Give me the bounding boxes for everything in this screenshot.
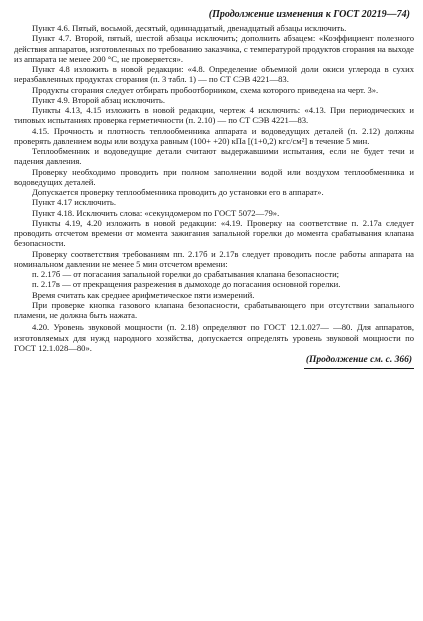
paragraph: Теплообменник и водоведущие детали считают выдержавшими испытания, если не будет течи и падения давления.	[14, 146, 414, 167]
continuation-note: (Продолжение см. с. 366)	[305, 355, 412, 365]
paragraph: Проверку соответствия требованиям пп. 2.17б и 2.17в следует проводить после работы аппарата на номинальном давлении не менее 5 мин отсчетом времени:	[14, 248, 414, 269]
paragraph: Пункты 4.19, 4.20 изложить в новой редакции: «4.19. Проверку на соответствие п. 2.17а следует проводить отсчетом времени от момента зажигания запальной горелки до момента срабатывания клапана безопасности.	[14, 217, 414, 249]
paragraph: 4.15. Прочность и плотность теплообменника аппарата и водоведущих деталей (п. 2.12) должны проверять давлением воды или воздуха равным (100+ +20) кПа [(1+0,2) кгс/см²] в течение 5 мин.	[14, 125, 414, 146]
paragraph: Пункт 4.7. Второй, пятый, шестой абзацы исключить; дополнить абзацем: «Коэффициент полезного действия аппаратов, изготовленных по требованию заказчика, с температурой продуктов сгорания на выходе из аппарата не менее 200 °С, не проверяется».	[14, 33, 414, 64]
paragraph: Пункт 4.6. Пятый, восьмой, десятый, одиннадцатый, двенадцатый абзацы исключить.	[32, 23, 347, 33]
footer-rule	[304, 368, 414, 369]
paragraph: 4.20. Уровень звуковой мощности (п. 2.18) определяют по ГОСТ 12.1.027— —80. Для аппаратов, изготовляемых для нужд народного хозяйства, допускается определять уровень звуковой мощности по ГОСТ 12.1.028—80».	[14, 322, 414, 353]
document-page	[14, 8, 414, 369]
paragraph: п. 2.17в — от прекращения разрежения в дымоходе до погасания основной горелки.	[32, 279, 341, 290]
paragraph: Продукты сгорания следует отбирать пробоотборником, схема которого приведена на черт. 3».	[32, 84, 379, 95]
paragraph: Пункт 4.18. Исключить слова: «секундомером по ГОСТ 5072—79».	[32, 207, 280, 218]
page-header: (Продолжение изменения к ГОСТ 20219—74)	[208, 9, 410, 20]
paragraph: п. 2.17б — от погасания запальной горелки до срабатывания клапана безопасности;	[32, 269, 340, 279]
paragraph: При проверке кнопка газового клапана безопасности, срабатывающего при отсутствии запального пламени, не должна быть нажата.	[14, 299, 414, 320]
paragraph: Время считать как среднее арифметическое пяти измерений.	[32, 289, 255, 300]
paragraph: Проверку необходимо проводить при полном заполнении водой или воздухом теплообменника и водоведущих деталей.	[14, 166, 414, 187]
paragraph: Пункты 4.13, 4.15 изложить в новой редакции, чертеж 4 исключить: «4.13. При периодических и типовых испытаниях проверка герметичности (п. 2.10) — по СТ СЭВ 4221—83.	[14, 105, 414, 126]
paragraph: Пункт 4.17 исключить.	[32, 197, 116, 208]
paragraph: Пункт 4.8 изложить в новой редакции: «4.8. Определение объемной доли окиси углерода в сухих неразбавленных продуктах сгорания (п. 3 табл. 1) — по СТ СЭВ 4221—83.	[14, 64, 414, 85]
paragraph: Допускается проверку теплообменника проводить до установки его в аппарат».	[32, 187, 324, 197]
paragraph: Пункт 4.9. Второй абзац исключить.	[32, 94, 165, 105]
